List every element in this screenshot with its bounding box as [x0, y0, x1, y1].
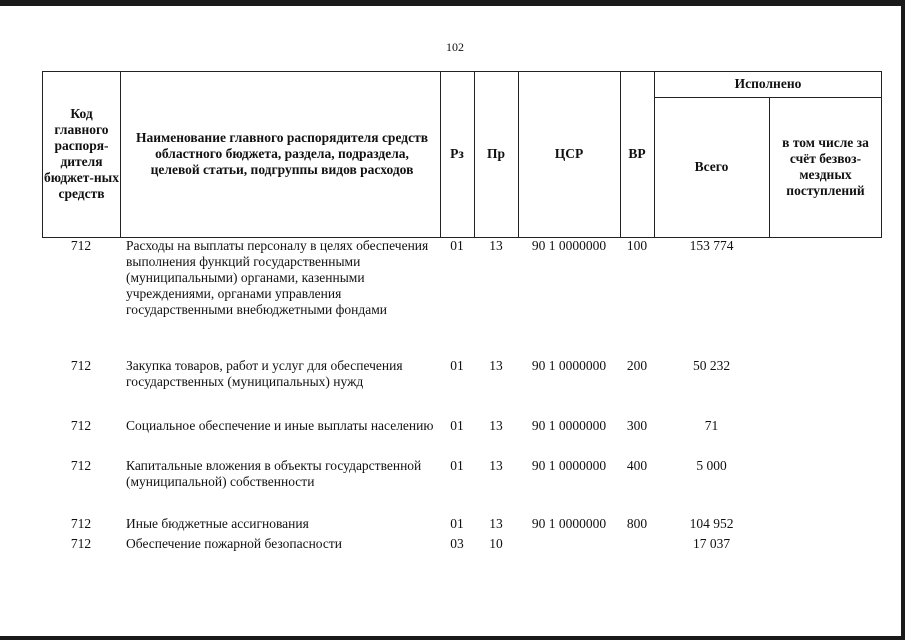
col-border [120, 71, 121, 238]
row-rz: 01 [450, 516, 464, 531]
row-pr: 13 [489, 458, 503, 473]
header-name: Наименование главного распорядителя средств областного бюджета, раздела, подраздела, целевой статьи, подгруппы видов расходов [135, 130, 428, 177]
scan-border-right [901, 0, 905, 640]
header-free-receipts: в том числе за счёт безвоз-мездных поступлений [782, 135, 869, 198]
row-total: 153 774 [689, 238, 734, 253]
header-vr: ВР [628, 146, 646, 161]
header-total: Всего [694, 159, 729, 174]
row-name: Капитальные вложения в объекты государственной (муниципальной) собственности [126, 458, 422, 489]
row-name: Закупка товаров, работ и услуг для обеспечения государственных (муниципальных) нужд [126, 358, 403, 389]
row-vr: 200 [626, 358, 648, 373]
row-rz: 01 [450, 418, 464, 433]
row-total: 50 232 [692, 358, 731, 373]
header-rz: Рз [450, 146, 464, 161]
row-csr: 90 1 0000000 [531, 358, 607, 373]
row-code: 712 [70, 238, 92, 253]
row-code: 712 [70, 418, 92, 433]
scan-border-top [0, 0, 905, 6]
row-code: 712 [70, 516, 92, 531]
row-pr: 10 [489, 536, 503, 551]
row-rz: 01 [450, 458, 464, 473]
row-vr: 400 [626, 458, 648, 473]
row-total: 104 952 [689, 516, 734, 531]
row-total: 71 [704, 418, 719, 433]
row-code: 712 [70, 536, 92, 551]
row-pr: 13 [489, 238, 503, 253]
col-border [769, 97, 770, 238]
header-pr: Пр [486, 146, 505, 161]
row-total: 17 037 [692, 536, 731, 551]
row-name: Обеспечение пожарной безопасности [126, 536, 343, 551]
row-name: Социальное обеспечение и иные выплаты населению [126, 418, 434, 433]
header-code: Код главного распоря-дителя бюджет-ных средств [44, 106, 119, 201]
row-code: 712 [70, 458, 92, 473]
row-vr: 300 [626, 418, 648, 433]
page-number: 102 [446, 40, 464, 54]
row-rz: 03 [450, 536, 464, 551]
row-name: Иные бюджетные ассигнования [126, 516, 309, 531]
row-pr: 13 [489, 418, 503, 433]
row-csr: 90 1 0000000 [531, 238, 607, 253]
row-name: Расходы на выплаты персоналу в целях обеспечения выполнения функций государственными (муниципальными) органами, казенными учреждениями, органами управления государственными внебюджетными фондами [126, 238, 429, 317]
row-csr: 90 1 0000000 [531, 458, 607, 473]
row-csr: 90 1 0000000 [531, 516, 607, 531]
row-pr: 13 [489, 516, 503, 531]
scan-border-bottom [0, 636, 905, 640]
table-header [42, 71, 882, 238]
header-executed: Исполнено [734, 76, 802, 91]
row-rz: 01 [450, 358, 464, 373]
row-rz: 01 [450, 238, 464, 253]
row-csr: 90 1 0000000 [531, 418, 607, 433]
row-pr: 13 [489, 358, 503, 373]
header-csr: ЦСР [554, 146, 584, 161]
row-total: 5 000 [696, 458, 727, 473]
row-vr: 800 [626, 516, 648, 531]
row-code: 712 [70, 358, 92, 373]
row-vr: 100 [626, 238, 648, 253]
